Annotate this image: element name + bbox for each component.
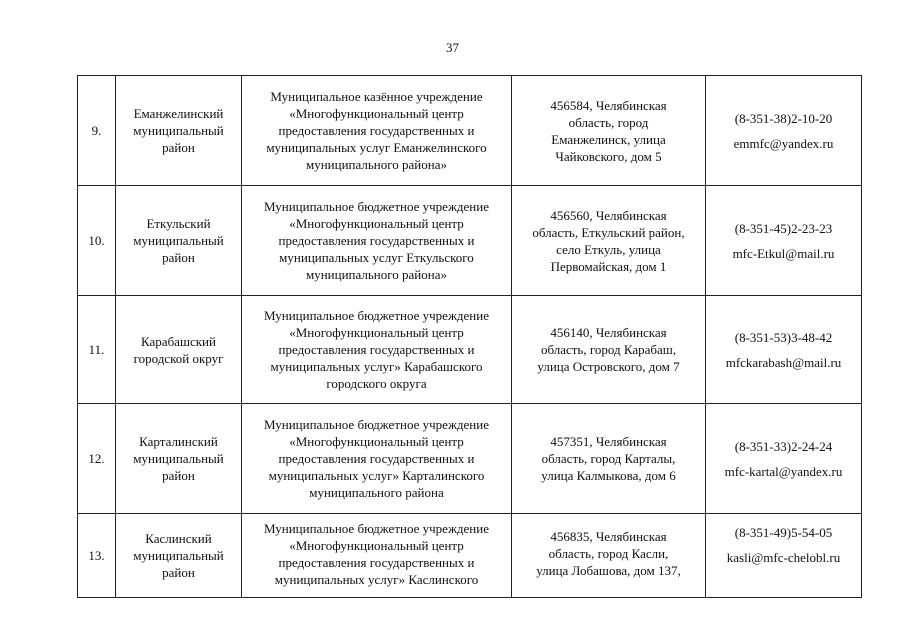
email-address: emmfc@yandex.ru: [733, 135, 834, 151]
district-line: Каслинский: [145, 531, 212, 546]
address-cell: [512, 404, 706, 514]
address-line: область, город Касли,: [548, 546, 669, 561]
contact-cell: [706, 186, 862, 296]
email-address: mfc-kartal@yandex.ru: [724, 463, 843, 479]
district-cell: [116, 514, 242, 598]
address-line: 456140, Челябинская: [550, 325, 667, 340]
address-line: Чайковского, дом 5: [555, 148, 662, 164]
district-cell: [116, 404, 242, 514]
address-line: область, город: [568, 114, 649, 130]
phone-number: (8-351-45)2-23-23: [734, 220, 833, 236]
email-address: mfckarabash@mail.ru: [725, 354, 842, 370]
address-cell: [512, 76, 706, 186]
organization-cell: [242, 296, 512, 404]
phone-number: (8-351-53)3-48-42: [734, 329, 833, 345]
organization-line: муниципального района»: [306, 267, 447, 282]
organization-line: предоставления государственных и: [278, 451, 475, 466]
district-line: Еманжелинский: [133, 106, 224, 121]
row-number: 9.: [78, 76, 116, 186]
organization-line: «Многофункциональный центр: [289, 538, 464, 553]
address-line: область, город Карталы,: [541, 451, 676, 466]
organization-line: предоставления государственных и: [278, 555, 475, 570]
contact-cell: [706, 404, 862, 514]
address-cell: [512, 186, 706, 296]
address-line: область, Еткульский район,: [532, 224, 685, 240]
organization-cell: [242, 76, 512, 186]
district-line: городской округ: [133, 350, 224, 366]
organization-line: Муниципальное бюджетное учреждение: [264, 521, 489, 536]
row-number: 11.: [78, 296, 116, 404]
table-row: [78, 186, 862, 296]
contact-cell: [706, 76, 862, 186]
table-row: [78, 404, 862, 514]
contact-cell: [706, 296, 862, 404]
organization-line: предоставления государственных и: [278, 342, 475, 357]
organization-cell: [242, 404, 512, 514]
organization-line: «Многофункциональный центр: [289, 434, 464, 449]
organization-cell: [242, 514, 512, 598]
district-cell: [116, 76, 242, 186]
address-line: улица Калмыкова, дом 6: [541, 468, 676, 483]
phone-number: (8-351-49)5-54-05: [734, 525, 833, 540]
organization-line: «Многофункциональный центр: [289, 216, 464, 231]
mfc-table: [77, 75, 862, 598]
organization-cell: [242, 186, 512, 296]
district-cell: [116, 186, 242, 296]
district-line: муниципальный: [133, 123, 224, 138]
organization-line: муниципальных услуг Еманжелинского: [266, 140, 487, 155]
organization-line: муниципальных услуг» Карталинского: [268, 468, 485, 483]
row-number: 13.: [78, 514, 116, 598]
organization-line: муниципального района»: [306, 157, 447, 172]
address-line: 456584, Челябинская: [550, 97, 667, 113]
table-row: [78, 514, 862, 598]
organization-line: муниципальных услуг Еткульского: [279, 250, 474, 265]
page-number: 37: [446, 40, 459, 55]
contact-cell: [706, 514, 862, 598]
organization-line: «Многофункциональный центр: [289, 106, 464, 121]
address-line: село Еткуль, улица: [556, 241, 661, 257]
district-line: муниципальный: [133, 233, 224, 248]
address-line: 456835, Челябинская: [550, 529, 667, 544]
district-line: Карабашский: [141, 333, 216, 349]
organization-line: Муниципальное бюджетное учреждение: [264, 199, 489, 214]
address-line: улица Лобашова, дом 137,: [536, 563, 681, 578]
row-number: 12.: [78, 404, 116, 514]
organization-line: муниципальных услуг» Каслинского: [274, 572, 479, 587]
address-line: 457351, Челябинская: [550, 434, 667, 449]
address-line: улица Островского, дом 7: [537, 359, 680, 374]
organization-line: предоставления государственных и: [278, 233, 475, 248]
district-line: район: [162, 140, 195, 155]
address-cell: [512, 296, 706, 404]
address-line: область, город Карабаш,: [540, 342, 677, 357]
district-line: муниципальный: [133, 451, 224, 466]
address-line: Первомайская, дом 1: [550, 258, 667, 274]
phone-number: (8-351-33)2-24-24: [734, 438, 833, 454]
organization-line: «Многофункциональный центр: [289, 325, 464, 340]
table-row: [78, 296, 862, 404]
organization-line: предоставления государственных и: [278, 123, 475, 138]
address-line: Еманжелинск, улица: [551, 131, 666, 147]
address-line: 456560, Челябинская: [550, 207, 667, 223]
phone-number: (8-351-38)2-10-20: [734, 110, 833, 126]
address-cell: [512, 514, 706, 598]
email-address: kasli@mfc-chelobl.ru: [726, 550, 841, 565]
district-line: район: [162, 565, 195, 580]
table-row: [78, 76, 862, 186]
organization-line: муниципальных услуг» Карабашского: [270, 359, 483, 374]
district-line: Еткульский: [146, 216, 211, 231]
row-number: 10.: [78, 186, 116, 296]
organization-line: Муниципальное казённое учреждение: [270, 89, 483, 104]
district-cell: [116, 296, 242, 404]
organization-line: Муниципальное бюджетное учреждение: [264, 308, 489, 323]
district-line: Карталинский: [139, 434, 218, 449]
district-line: муниципальный: [133, 548, 224, 563]
district-line: район: [162, 250, 195, 265]
organization-line: городского округа: [326, 376, 427, 391]
email-address: mfc-Etkul@mail.ru: [732, 245, 835, 261]
district-line: район: [162, 468, 195, 483]
organization-line: муниципального района: [309, 485, 444, 500]
organization-line: Муниципальное бюджетное учреждение: [264, 417, 489, 432]
